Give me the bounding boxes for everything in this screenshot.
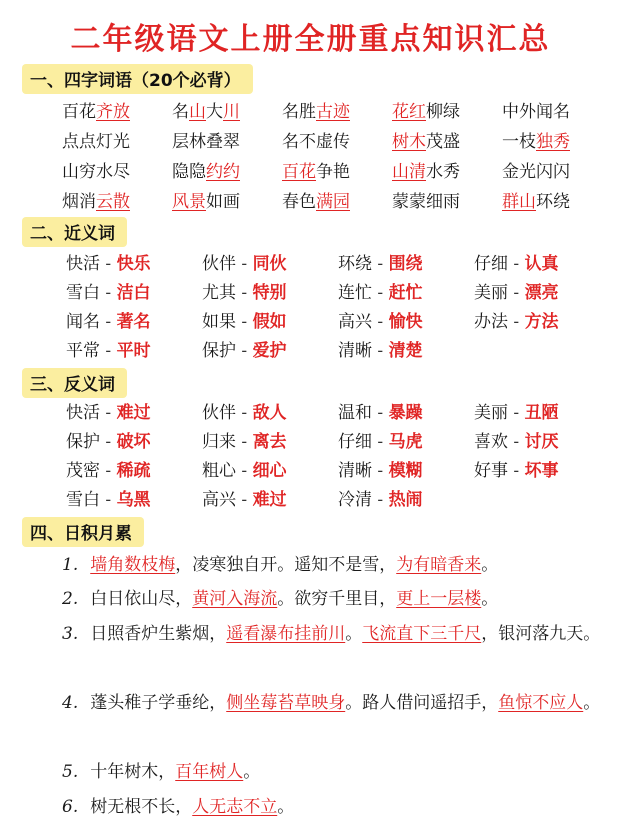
dash-separator: - [508,283,525,303]
antonym-word: 粗心 [202,461,236,481]
dash-separator: - [100,461,117,481]
antonym-word: 仔细 [338,432,372,452]
synonym-pair [338,251,423,277]
idiom-highlight: 川 [223,102,240,122]
antonym-answer: 敌人 [252,403,287,423]
poem-line [62,686,602,721]
antonym-pair [338,458,423,484]
synonym-pair [202,338,287,364]
idiom-highlight: 云散 [96,192,130,212]
antonym-answer: 丑陋 [524,403,559,423]
dash-separator: - [236,341,253,361]
idiom-item [282,159,350,185]
synonym-pair [338,280,423,306]
antonym-pair [202,487,287,513]
antonym-pair [474,400,559,426]
poem-text: 树无根不长， [90,797,193,817]
idiom-text: 环绕 [536,192,570,212]
idiom-item [392,189,460,215]
poem-text: ，银河落九天。 [481,624,601,644]
synonym-pair [338,338,423,364]
poem-text: 日照香炉生紫烟， [90,624,227,644]
idiom-highlight: 独秀 [536,132,570,152]
antonym-answer: 乌黑 [116,490,151,510]
dash-separator: - [100,341,117,361]
idiom-item [172,99,240,125]
poem-highlight: 墙角数枝梅 [90,555,176,575]
poem-highlight: 遥看瀑布挂前川 [226,624,346,644]
antonym-word: 雪白 [66,490,100,510]
poem-text: 十年树木， [90,762,176,782]
poem-text: 。路人借问遥招手， [345,693,499,713]
idiom-text: 茂盛 [426,132,460,152]
idiom-item [62,189,130,215]
synonym-pair [202,251,287,277]
synonym-answer: 著名 [116,312,151,332]
dash-separator: - [100,403,117,423]
idiom-highlight: 约约 [206,162,240,182]
poem-text: 。 [243,762,261,782]
section-heading-daily-accumulation: 四、日积月累 [22,517,144,547]
dash-separator: - [372,403,389,423]
antonym-pair [66,400,151,426]
idiom-text: 点点灯光 [62,132,130,152]
poem-text: 白日依山尽， [90,589,193,609]
dash-separator: - [236,461,253,481]
antonym-pair [338,429,423,455]
poem-number: 4. [62,693,79,713]
poem-number: 5. [62,762,79,782]
dash-separator: - [100,490,117,510]
idiom-highlight: 树木 [392,132,426,152]
idiom-item [62,129,130,155]
synonym-answer: 洁白 [116,283,151,303]
antonym-pair [474,429,559,455]
dash-separator: - [236,432,253,452]
idiom-text: 蒙蒙细雨 [392,192,460,212]
synonym-word: 快活 [66,254,100,274]
idiom-text: 中外闻名 [502,102,570,122]
dash-separator: - [372,341,389,361]
poem-text: 。 [277,797,295,817]
idiom-text: 如画 [206,192,240,212]
idiom-text: 隐隐 [172,162,206,182]
poem-highlight: 黄河入海流 [192,589,278,609]
synonym-word: 环绕 [338,254,372,274]
antonym-word: 保护 [66,432,100,452]
idiom-highlight: 群山 [502,192,536,212]
idiom-item [502,189,570,215]
antonym-pair [202,458,287,484]
dash-separator: - [372,490,389,510]
synonym-pair [202,309,287,335]
poem-highlight: 百年树人 [175,762,244,782]
antonym-pair [338,487,423,513]
poem-number: 2. [62,589,79,609]
synonym-word: 清晰 [338,341,372,361]
antonym-word: 冷清 [338,490,372,510]
antonym-pair [474,458,559,484]
synonym-word: 闻名 [66,312,100,332]
idiom-highlight: 古迹 [316,102,350,122]
idiom-text: 一枝 [502,132,536,152]
synonym-answer: 围绕 [388,254,423,274]
antonym-answer: 离去 [252,432,287,452]
dash-separator: - [372,312,389,332]
synonym-word: 伙伴 [202,254,236,274]
poem-line [62,794,602,820]
antonym-pair [66,487,151,513]
synonym-pair [474,280,559,306]
antonym-word: 清晰 [338,461,372,481]
antonym-word: 喜欢 [474,432,508,452]
antonym-word: 美丽 [474,403,508,423]
dash-separator: - [100,312,117,332]
section-heading-synonyms: 二、近义词 [22,217,127,247]
idiom-item [62,159,130,185]
synonym-answer: 爱护 [252,341,287,361]
dash-separator: - [100,254,117,274]
synonym-answer: 同伙 [252,254,287,274]
poem-text: ，凌寒独自开。遥知不是雪， [175,555,397,575]
antonym-answer: 难过 [116,403,151,423]
dash-separator: - [508,403,525,423]
synonym-answer: 快乐 [116,254,151,274]
section-heading-antonyms: 三、反义词 [22,368,127,398]
dash-separator: - [236,403,253,423]
antonym-word: 归来 [202,432,236,452]
synonym-word: 尤其 [202,283,236,303]
poem-line [62,586,602,612]
dash-separator: - [236,490,253,510]
dash-separator: - [372,283,389,303]
antonym-word: 伙伴 [202,403,236,423]
poem-line [62,617,602,652]
dash-separator: - [372,461,389,481]
synonym-pair [474,251,559,277]
idiom-item [282,99,350,125]
poem-highlight: 鱼惊不应人 [498,693,584,713]
synonym-word: 连忙 [338,283,372,303]
synonym-answer: 认真 [524,254,559,274]
idiom-item [62,99,130,125]
synonym-pair [66,309,151,335]
antonym-pair [66,458,151,484]
idiom-text: 山穷水尽 [62,162,130,182]
dash-separator: - [508,254,525,274]
synonym-answer: 特别 [252,283,287,303]
synonym-answer: 平时 [116,341,151,361]
synonym-pair [66,251,151,277]
antonym-answer: 破坏 [116,432,151,452]
idiom-item [172,189,240,215]
antonym-answer: 热闹 [388,490,423,510]
synonym-answer: 愉快 [388,312,423,332]
idiom-item [502,99,570,125]
antonym-pair [338,400,423,426]
antonym-answer: 细心 [252,461,287,481]
idiom-highlight: 满园 [316,192,350,212]
poem-text: 蓬头稚子学垂纶， [90,693,227,713]
synonym-answer: 方法 [524,312,559,332]
synonym-pair [338,309,423,335]
idiom-item [502,159,570,185]
antonym-pair [202,400,287,426]
idiom-text: 名 [172,102,189,122]
idiom-highlight: 百花 [282,162,316,182]
synonym-word: 如果 [202,312,236,332]
synonym-answer: 清楚 [388,341,423,361]
antonym-answer: 讨厌 [524,432,559,452]
idiom-item [392,129,460,155]
synonym-pair [66,280,151,306]
idiom-text: 名不虚传 [282,132,350,152]
poem-line [62,759,602,785]
synonym-word: 办法 [474,312,508,332]
idiom-highlight: 山清 [392,162,426,182]
idiom-text: 水秀 [426,162,460,182]
antonym-answer: 模糊 [388,461,423,481]
idiom-highlight: 山 [189,102,206,122]
idiom-text: 争艳 [316,162,350,182]
poem-text: 。 [345,624,363,644]
idiom-item [502,129,570,155]
dash-separator: - [372,254,389,274]
antonym-pair [202,429,287,455]
synonym-word: 平常 [66,341,100,361]
idiom-text: 大 [206,102,223,122]
dash-separator: - [508,312,525,332]
synonym-pair [66,338,151,364]
poem-highlight: 人无志不立 [192,797,278,817]
dash-separator: - [508,461,525,481]
idiom-item [172,129,240,155]
poem-text: 。欲穷千里目， [277,589,397,609]
idiom-highlight: 风景 [172,192,206,212]
synonym-answer: 漂亮 [524,283,559,303]
antonym-word: 快活 [66,403,100,423]
idiom-text: 烟消 [62,192,96,212]
synonym-pair [474,309,559,335]
idiom-text: 名胜 [282,102,316,122]
dash-separator: - [508,432,525,452]
poem-number: 1. [62,555,79,575]
idiom-item [392,159,460,185]
dash-separator: - [100,432,117,452]
antonym-answer: 暴躁 [388,403,423,423]
synonym-word: 高兴 [338,312,372,332]
antonym-word: 好事 [474,461,508,481]
poem-text: 。 [481,555,499,575]
synonym-word: 保护 [202,341,236,361]
idiom-item [172,159,240,185]
idiom-text: 春色 [282,192,316,212]
idiom-text: 百花 [62,102,96,122]
poem-text: 。 [481,589,499,609]
synonym-word: 仔细 [474,254,508,274]
antonym-answer: 难过 [252,490,287,510]
idiom-text: 金光闪闪 [502,162,570,182]
dash-separator: - [100,283,117,303]
idiom-item [282,189,350,215]
antonym-answer: 稀疏 [116,461,151,481]
poem-number: 6. [62,797,79,817]
idiom-text: 柳绿 [426,102,460,122]
poem-number: 3. [62,624,79,644]
poem-line [62,552,602,578]
page-title: 二年级语文上册全册重点知识汇总 [70,22,551,57]
synonym-pair [202,280,287,306]
synonym-answer: 假如 [252,312,287,332]
antonym-word: 茂密 [66,461,100,481]
poem-highlight: 飞流直下三千尺 [362,624,482,644]
idiom-highlight: 齐放 [96,102,130,122]
antonym-word: 温和 [338,403,372,423]
antonym-answer: 马虎 [388,432,423,452]
poem-highlight: 侧坐莓苔草映身 [226,693,346,713]
synonym-word: 美丽 [474,283,508,303]
idiom-item [392,99,460,125]
dash-separator: - [372,432,389,452]
dash-separator: - [236,254,253,274]
idiom-text: 层林叠翠 [172,132,240,152]
dash-separator: - [236,283,253,303]
antonym-answer: 坏事 [524,461,559,481]
section-heading-idioms: 一、四字词语（20个必背） [22,64,253,94]
idiom-item [282,129,350,155]
antonym-pair [66,429,151,455]
poem-highlight: 更上一层楼 [396,589,482,609]
poem-text: 。 [583,693,601,713]
idiom-highlight: 花红 [392,102,426,122]
dash-separator: - [236,312,253,332]
synonym-answer: 赶忙 [388,283,423,303]
synonym-word: 雪白 [66,283,100,303]
poem-highlight: 为有暗香来 [396,555,482,575]
antonym-word: 高兴 [202,490,236,510]
